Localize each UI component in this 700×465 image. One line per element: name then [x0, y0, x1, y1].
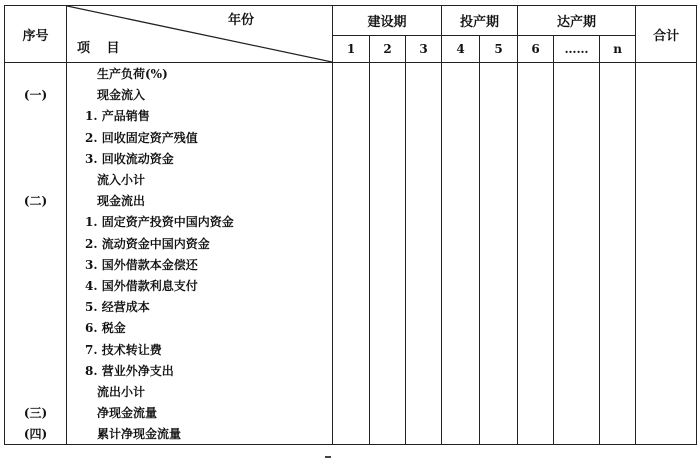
row-value-cell: [333, 317, 370, 338]
row-value-cell: [406, 233, 442, 254]
table-row: [5, 169, 697, 190]
row-value-cell: [406, 275, 442, 296]
row-item: 流入小计: [67, 169, 333, 190]
row-value-cell: [442, 105, 480, 126]
row-value-cell: [518, 211, 554, 232]
row-value-cell: [518, 275, 554, 296]
row-value-cell: [518, 360, 554, 381]
row-seq: [5, 211, 67, 232]
row-value-cell: [333, 169, 370, 190]
row-value-cell: [600, 275, 636, 296]
row-value-cell: [442, 423, 480, 445]
table-row: [5, 148, 697, 169]
row-value-cell: [480, 381, 518, 402]
header-group-full-production: 达产期: [518, 6, 636, 36]
row-value-cell: [518, 169, 554, 190]
row-value-cell: [480, 105, 518, 126]
row-value-cell: [554, 105, 600, 126]
row-seq: (四): [5, 423, 67, 445]
row-value-cell: [554, 84, 600, 105]
row-value-cell: [333, 338, 370, 359]
row-value-cell: [333, 63, 370, 85]
row-total-cell: [636, 254, 697, 275]
row-total-cell: [636, 275, 697, 296]
header-item-label: 项 目: [77, 41, 126, 56]
row-value-cell: [518, 190, 554, 211]
row-total-cell: [636, 190, 697, 211]
row-value-cell: [406, 296, 442, 317]
row-value-cell: [554, 423, 600, 445]
row-value-cell: [518, 127, 554, 148]
row-value-cell: [554, 148, 600, 169]
row-value-cell: [518, 296, 554, 317]
table-row: [5, 402, 697, 423]
row-seq: [5, 148, 67, 169]
row-seq: [5, 296, 67, 317]
row-value-cell: [333, 127, 370, 148]
row-value-cell: [333, 254, 370, 275]
year-col-ellipsis: ……: [554, 36, 600, 63]
row-total-cell: [636, 211, 697, 232]
row-total-cell: [636, 381, 697, 402]
row-value-cell: [406, 190, 442, 211]
row-value-cell: [600, 402, 636, 423]
row-value-cell: [600, 317, 636, 338]
row-total-cell: [636, 360, 697, 381]
row-value-cell: [554, 296, 600, 317]
row-value-cell: [442, 211, 480, 232]
row-value-cell: [480, 317, 518, 338]
row-value-cell: [442, 402, 480, 423]
row-value-cell: [518, 105, 554, 126]
year-col-2: 2: [370, 36, 406, 63]
table-row: [5, 105, 697, 126]
row-value-cell: [600, 423, 636, 445]
row-value-cell: [600, 338, 636, 359]
row-total-cell: [636, 105, 697, 126]
cash-flow-table: [4, 5, 697, 445]
table-row: [5, 190, 697, 211]
row-value-cell: [600, 169, 636, 190]
row-seq: [5, 63, 67, 85]
row-value-cell: [480, 127, 518, 148]
row-value-cell: [442, 84, 480, 105]
row-value-cell: [600, 63, 636, 85]
row-value-cell: [480, 84, 518, 105]
row-value-cell: [406, 63, 442, 85]
table-row: [5, 211, 697, 232]
row-value-cell: [518, 338, 554, 359]
row-value-cell: [370, 84, 406, 105]
row-value-cell: [406, 360, 442, 381]
row-value-cell: [333, 296, 370, 317]
header-row-groups: [5, 6, 697, 36]
row-value-cell: [554, 360, 600, 381]
table-row: [5, 317, 697, 338]
table-row: [5, 84, 697, 105]
header-year-label: 年份: [227, 13, 254, 28]
row-item: 流出小计: [67, 381, 333, 402]
table-row: [5, 63, 697, 85]
row-value-cell: [518, 63, 554, 85]
header-seq: 序号: [5, 6, 67, 63]
row-value-cell: [442, 317, 480, 338]
row-value-cell: [442, 233, 480, 254]
row-seq: [5, 169, 67, 190]
row-value-cell: [554, 317, 600, 338]
row-value-cell: [442, 254, 480, 275]
row-value-cell: [480, 360, 518, 381]
row-value-cell: [442, 381, 480, 402]
row-value-cell: [442, 275, 480, 296]
row-total-cell: [636, 148, 697, 169]
row-value-cell: [480, 402, 518, 423]
row-value-cell: [442, 360, 480, 381]
table-row: [5, 423, 697, 445]
table-row: [5, 127, 697, 148]
row-item: 累计净现金流量: [67, 423, 333, 445]
row-value-cell: [406, 317, 442, 338]
row-total-cell: [636, 317, 697, 338]
row-value-cell: [518, 423, 554, 445]
row-value-cell: [370, 423, 406, 445]
row-value-cell: [480, 211, 518, 232]
row-total-cell: [636, 402, 697, 423]
row-value-cell: [442, 148, 480, 169]
row-item: 7. 技术转让费: [67, 338, 333, 359]
row-seq: [5, 317, 67, 338]
row-item: 4. 国外借款利息支付: [67, 275, 333, 296]
row-total-cell: [636, 233, 697, 254]
row-value-cell: [600, 360, 636, 381]
row-value-cell: [370, 338, 406, 359]
row-value-cell: [554, 275, 600, 296]
row-value-cell: [600, 127, 636, 148]
row-value-cell: [406, 169, 442, 190]
row-value-cell: [442, 127, 480, 148]
row-value-cell: [442, 338, 480, 359]
row-value-cell: [370, 275, 406, 296]
row-item: 6. 税金: [67, 317, 333, 338]
table-row: [5, 275, 697, 296]
table-row: [5, 360, 697, 381]
row-total-cell: [636, 296, 697, 317]
row-value-cell: [406, 148, 442, 169]
row-value-cell: [518, 148, 554, 169]
row-value-cell: [480, 296, 518, 317]
row-value-cell: [518, 254, 554, 275]
row-value-cell: [333, 105, 370, 126]
row-total-cell: [636, 84, 697, 105]
row-seq: [5, 275, 67, 296]
row-value-cell: [333, 423, 370, 445]
row-value-cell: [442, 296, 480, 317]
row-value-cell: [370, 211, 406, 232]
row-value-cell: [333, 148, 370, 169]
row-item: 2. 回收固定资产残值: [67, 127, 333, 148]
row-value-cell: [333, 360, 370, 381]
row-value-cell: [554, 402, 600, 423]
row-seq: (一): [5, 84, 67, 105]
row-value-cell: [370, 169, 406, 190]
row-value-cell: [370, 381, 406, 402]
year-col-n: n: [600, 36, 636, 63]
row-item: 3. 回收流动资金: [67, 148, 333, 169]
row-value-cell: [480, 169, 518, 190]
row-total-cell: [636, 127, 697, 148]
row-value-cell: [600, 381, 636, 402]
row-item: 8. 营业外净支出: [67, 360, 333, 381]
row-value-cell: [600, 105, 636, 126]
row-value-cell: [600, 296, 636, 317]
row-value-cell: [600, 254, 636, 275]
row-item: 现金流出: [67, 190, 333, 211]
row-value-cell: [406, 381, 442, 402]
row-value-cell: [600, 211, 636, 232]
row-value-cell: [370, 233, 406, 254]
row-value-cell: [554, 233, 600, 254]
row-value-cell: [600, 148, 636, 169]
row-seq: [5, 360, 67, 381]
row-value-cell: [406, 423, 442, 445]
row-value-cell: [480, 254, 518, 275]
row-value-cell: [518, 381, 554, 402]
row-value-cell: [370, 254, 406, 275]
row-value-cell: [600, 233, 636, 254]
table-row: [5, 254, 697, 275]
row-value-cell: [333, 402, 370, 423]
row-item: 净现金流量: [67, 402, 333, 423]
row-seq: [5, 105, 67, 126]
year-col-1: 1: [333, 36, 370, 63]
row-seq: [5, 233, 67, 254]
row-value-cell: [480, 338, 518, 359]
row-seq: (三): [5, 402, 67, 423]
row-value-cell: [600, 84, 636, 105]
row-value-cell: [370, 190, 406, 211]
row-seq: (二): [5, 190, 67, 211]
row-value-cell: [554, 190, 600, 211]
row-value-cell: [554, 127, 600, 148]
header-group-production: 投产期: [442, 6, 518, 36]
row-value-cell: [370, 402, 406, 423]
row-value-cell: [480, 233, 518, 254]
row-value-cell: [406, 254, 442, 275]
row-value-cell: [406, 105, 442, 126]
row-value-cell: [406, 84, 442, 105]
row-value-cell: [370, 127, 406, 148]
row-value-cell: [554, 254, 600, 275]
row-value-cell: [554, 381, 600, 402]
row-seq: [5, 127, 67, 148]
header-diagonal-cell: [67, 6, 333, 63]
row-value-cell: [333, 275, 370, 296]
row-value-cell: [480, 275, 518, 296]
row-total-cell: [636, 169, 697, 190]
row-value-cell: [406, 338, 442, 359]
row-value-cell: [554, 338, 600, 359]
row-total-cell: [636, 63, 697, 85]
row-seq: [5, 381, 67, 402]
row-item: 生产负荷(%): [67, 63, 333, 85]
header-group-construction: 建设期: [333, 6, 442, 36]
table-row: [5, 233, 697, 254]
row-value-cell: [333, 84, 370, 105]
row-value-cell: [480, 63, 518, 85]
row-value-cell: [333, 211, 370, 232]
page-mark: [325, 456, 331, 458]
row-value-cell: [480, 148, 518, 169]
row-value-cell: [370, 360, 406, 381]
table-row: [5, 296, 697, 317]
row-value-cell: [518, 233, 554, 254]
row-value-cell: [406, 402, 442, 423]
row-total-cell: [636, 423, 697, 445]
row-value-cell: [333, 233, 370, 254]
row-value-cell: [370, 317, 406, 338]
year-col-6: 6: [518, 36, 554, 63]
row-value-cell: [518, 317, 554, 338]
row-value-cell: [370, 63, 406, 85]
table-row: [5, 381, 697, 402]
row-item: 1. 固定资产投资中国内资金: [67, 211, 333, 232]
row-value-cell: [442, 169, 480, 190]
row-value-cell: [554, 63, 600, 85]
row-value-cell: [333, 381, 370, 402]
row-seq: [5, 254, 67, 275]
row-value-cell: [480, 423, 518, 445]
year-col-5: 5: [480, 36, 518, 63]
row-value-cell: [442, 63, 480, 85]
row-value-cell: [480, 190, 518, 211]
row-value-cell: [442, 190, 480, 211]
row-item: 5. 经营成本: [67, 296, 333, 317]
row-value-cell: [554, 211, 600, 232]
row-value-cell: [406, 211, 442, 232]
table-row: [5, 338, 697, 359]
row-value-cell: [406, 127, 442, 148]
row-value-cell: [554, 169, 600, 190]
row-value-cell: [370, 105, 406, 126]
row-total-cell: [636, 338, 697, 359]
row-item: 3. 国外借款本金偿还: [67, 254, 333, 275]
row-value-cell: [518, 402, 554, 423]
row-value-cell: [600, 190, 636, 211]
header-total: 合计: [636, 6, 697, 63]
row-value-cell: [370, 148, 406, 169]
row-value-cell: [518, 84, 554, 105]
row-item: 1. 产品销售: [67, 105, 333, 126]
row-value-cell: [370, 296, 406, 317]
row-item: 2. 流动资金中国内资金: [67, 233, 333, 254]
row-item: 现金流入: [67, 84, 333, 105]
row-value-cell: [333, 190, 370, 211]
year-col-3: 3: [406, 36, 442, 63]
year-col-4: 4: [442, 36, 480, 63]
row-seq: [5, 338, 67, 359]
